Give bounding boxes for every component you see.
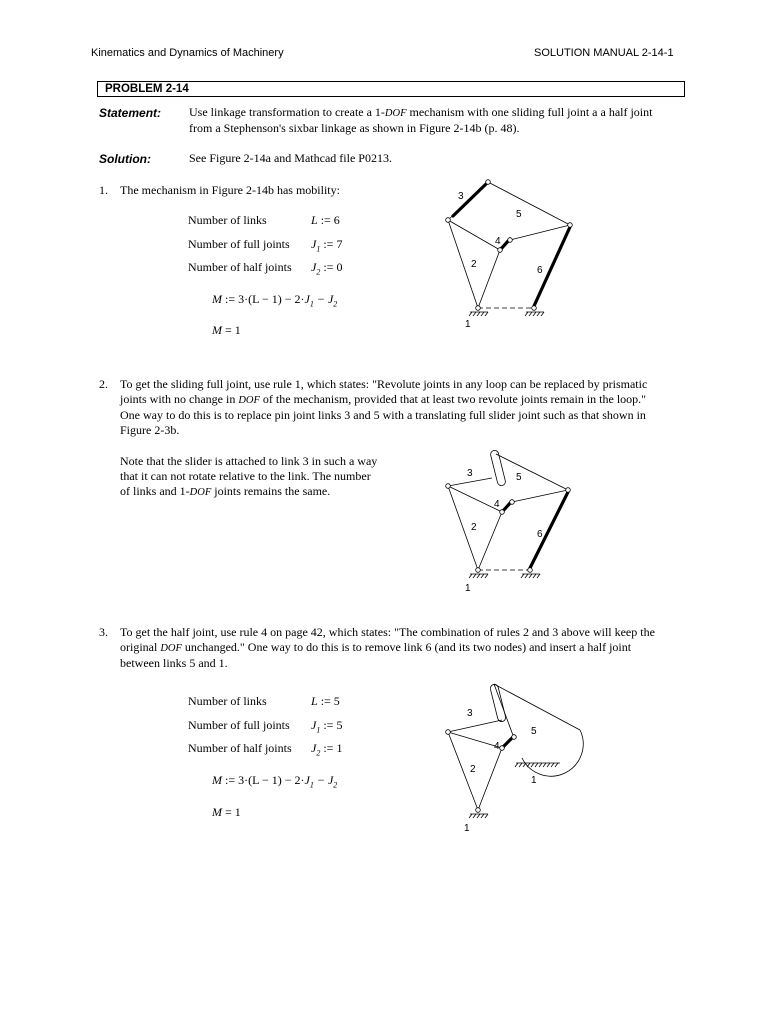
step1-full-label: Number of full joints [188,237,290,251]
step2-text: To get the sliding full joint, use rule 1, which states: "Revolute joints in any loop can be replaced by prismatic joints with no change in DOF of the mechanism, provided that at least two revolute joints remain in the loop." One way to do this is to replace pin joint links 3 and 5 with a translating full slider joint such as that shown in Figure 2-3b. [120,377,648,437]
fig3-label-1: 1 [464,823,470,834]
fig1-label-6: 6 [537,265,543,276]
step3-text: To get the half joint, use rule 4 on page 42, which states: "The combination of rules 2 and 3 above will keep the original DOF unchanged." One way to do this is to remove link 6 (and its two nodes) and insert a half joint between links 5 and 1. [120,625,655,670]
step1-mobility-result: M = 1 [212,323,241,337]
fig3-label-5: 5 [531,726,537,737]
statement-text: Use linkage transformation to create a 1-DOF mechanism with one sliding full joint a a half joint from a Stephenson's sixbar linkage as shown in Figure 2-14b (p. 48). [189,105,653,135]
step3-full-label: Number of full joints [188,718,290,732]
header-title: Kinematics and Dynamics of Machinery [91,47,284,59]
step1-number: 1. [99,183,108,197]
step3-mobility-equation: M := $3\cdot(L - 1) - 2\cdot J_1 - J_2$ [212,773,338,790]
fig3-label-1-ground: 1 [531,775,537,786]
step1-full-eq: $J_1$ := 7 [311,237,343,254]
fig2-label-5: 5 [516,472,522,483]
fig1-label-1: 1 [465,319,471,330]
problem-title: PROBLEM 2-14 [97,81,685,97]
step1-half-label: Number of half joints [188,260,292,274]
step1-links-eq: L := 6 [311,213,340,227]
fig1-label-3: 3 [458,191,464,202]
step1-half-eq: $J_2$ := 0 [311,260,343,277]
header-page-ref: SOLUTION MANUAL 2-14-1 [534,47,674,59]
step3-links-label: Number of links [188,694,267,708]
fig1-label-5: 5 [516,209,522,220]
step1-text: The mechanism in Figure 2-14b has mobility: [120,183,340,197]
fig2-label-1: 1 [465,583,471,594]
step2-note: Note that the slider is attached to link 3 in such a way that it can not rotate relative to the link. The number of links and 1-DOF joints remains the same. [120,454,378,498]
figure-3-half-joint [430,670,600,840]
fig3-label-4: 4 [494,741,500,752]
fig2-label-2: 2 [471,522,477,533]
fig3-label-2: 2 [470,764,476,775]
solution-label: Solution: [99,152,151,166]
step3-links-eq: L := 5 [311,694,340,708]
step3-full-eq: $J_1$ := 5 [311,718,343,735]
fig1-label-4: 4 [495,236,501,247]
fig2-label-4: 4 [494,499,500,510]
figure-1-stephenson-sixbar [430,170,590,340]
fig2-label-6: 6 [537,529,543,540]
step1-mobility-equation: M := $3\cdot(L - 1) - 2\cdot J_1 - J_2$ [212,292,338,309]
step2-number: 2. [99,377,108,391]
step3-mobility-result: M = 1 [212,805,241,819]
solution-text: See Figure 2-14a and Mathcad file P0213. [189,151,392,165]
figure-2-slider-joint [430,440,590,600]
fig3-label-3: 3 [467,708,473,719]
step3-half-eq: $J_2$ := 1 [311,741,343,758]
step3-half-label: Number of half joints [188,741,292,755]
fig1-label-2: 2 [471,259,477,270]
fig2-label-3: 3 [467,468,473,479]
statement-label: Statement: [99,106,162,120]
step1-links-label: Number of links [188,213,267,227]
step3-number: 3. [99,625,108,639]
